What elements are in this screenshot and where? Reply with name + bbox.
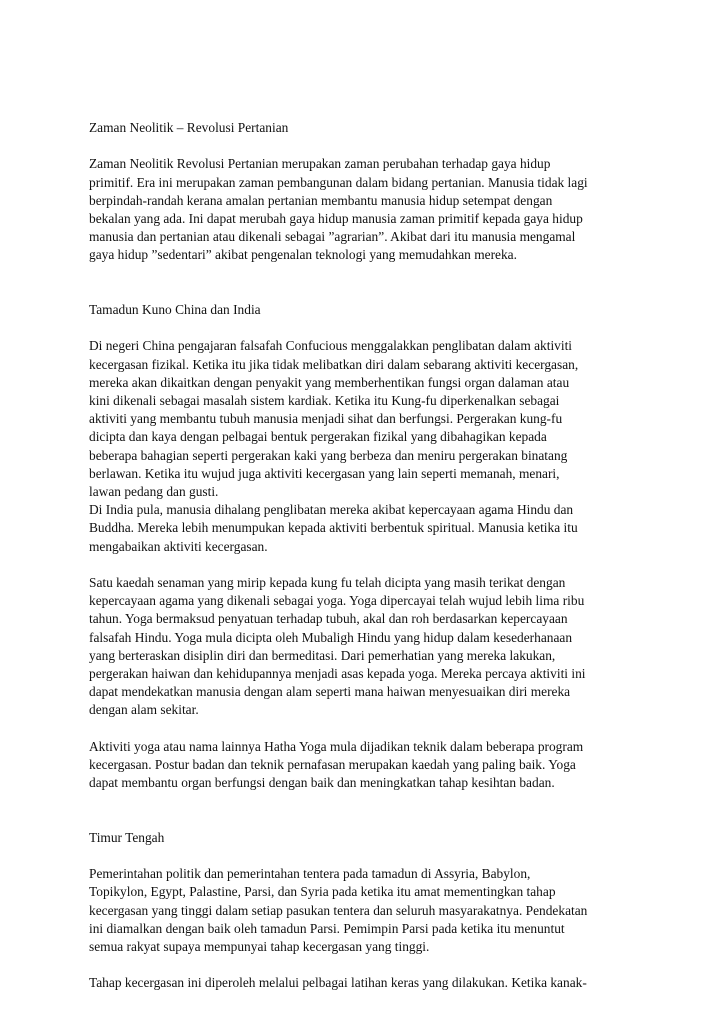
paragraph-neolitik: Zaman Neolitik Revolusi Pertanian merupakan zaman perubahan terhadap gaya hidup primitif. Era ini merupakan zaman pembangunan dalam bidang pertanian. Manusia tidak lagi berpindah-randah kerana amalan pertanian membantu manusia hidup setempat dengan bekalan yang ada. Ini dapat merubah gaya hidup manusia zaman primitif kepada gaya hidup manusia dan pertanian atau dikenali sebagai ”agrarian”. Akibat dari itu manusia mengamal gaya hidup ”sedentari” akibat pengenalan teknologi yang memudahkan mereka.: [89, 156, 588, 263]
paragraph-spacer: [89, 956, 649, 974]
paragraph-timur-tengah: Pemerintahan politik dan pemerintahan tentera pada tamadun di Assyria, Babylon, Topikylon, Egypt, Palastine, Parsi, dan Syria pada ketika itu amat mementingkan tahap kecergasan yang tinggi dalam setiap pasukan tentera dan seluruh masyarakatnya. Pendekatan ini diamalkan dengan baik oleh tamadun Parsi. Pemimpin Parsi pada ketika itu menuntut semua rakyat supaya mempunyai tahap kecergasan yang tinggi.: [89, 866, 588, 955]
paragraph-spacer: [89, 556, 649, 574]
section-heading-china-india: Tamadun Kuno China dan India: [89, 302, 261, 317]
paragraph-spacer: [89, 137, 649, 155]
paragraph-spacer: [89, 847, 649, 865]
section-spacer: [89, 792, 649, 828]
section-spacer: [89, 265, 649, 301]
paragraph-latihan-keras: Tahap kecergasan ini diperoleh melalui pelbagai latihan keras yang dilakukan. Ketika kanak-: [89, 975, 587, 991]
section-heading-neolitik: Zaman Neolitik – Revolusi Pertanian: [89, 120, 289, 135]
document-body: [89, 119, 649, 993]
paragraph-hatha-yoga: Aktiviti yoga atau nama lainnya Hatha Yoga mula dijadikan teknik dalam beberapa program kecergasan. Postur badan dan teknik pernafasan merupakan kaedah yang paling baik. Yoga dapat membantu organ berfungsi dengan baik dan meningkatkan tahap kesihtan badan.: [89, 738, 584, 791]
paragraph-china-india: Di negeri China pengajaran falsafah Confucious menggalakkan penglibatan dalam aktiviti kecergasan fizikal. Ketika itu jika tidak melibatkan diri dalam sebarang aktiviti kecergasan, mereka akan dikaitkan dengan penyakit yang memberhentikan fungsi organ dalaman atau kini dikenali sebagai masalah sistem kardiak. Ketika itu Kung-fu diperkenalkan sebagai aktiviti yang membantu tubuh manusia menjadi sihat dan berfungsi. Pergerakan kung-fu dicipta dan kaya dengan pelbagai bentuk pergerakan fizikal yang dibahagikan kepada beberapa bahagian seperti pergerakan kaki yang berbeza dan meniru pergerakan binatang berlawan. Ketika itu wujud juga aktiviti kecergasan yang lain seperti memanah, menari, lawan pedang dan gusti. Di India pula, manusia dihalang penglibatan mereka akibat kepercayaan agama Hindu dan Buddha. Mereka lebih menumpukan kepada aktiviti berbentuk spiritual. Manusia ketika itu mengabaikan aktiviti kecergasan.: [89, 338, 579, 554]
paragraph-yoga-origin: Satu kaedah senaman yang mirip kepada kung fu telah dicipta yang masih terikat dengan kepercayaan agama yang dikenali sebagai yoga. Yoga dipercayai telah wujud lebih lima ribu tahun. Yoga bermaksud penyatuan terhadap tubuh, akal dan roh berdasarkan kepercayaan falsafah Hindu. Yoga mula dicipta oleh Mubaligh Hindu yang hidup dalam kesederhanaan yang berteraskan disiplin diri dan bermeditasi. Dari pemerhatian yang mereka lakukan, pergerakan haiwan dan kehidupannya menjadi asas kepada yoga. Mereka percaya aktiviti ini dapat mendekatkan manusia dengan alam seperti mana haiwan menyesuaikan diri mereka dengan alam sekitar.: [89, 575, 586, 718]
paragraph-spacer: [89, 720, 649, 738]
section-heading-timur-tengah: Timur Tengah: [89, 829, 165, 845]
paragraph-spacer: [89, 319, 649, 337]
